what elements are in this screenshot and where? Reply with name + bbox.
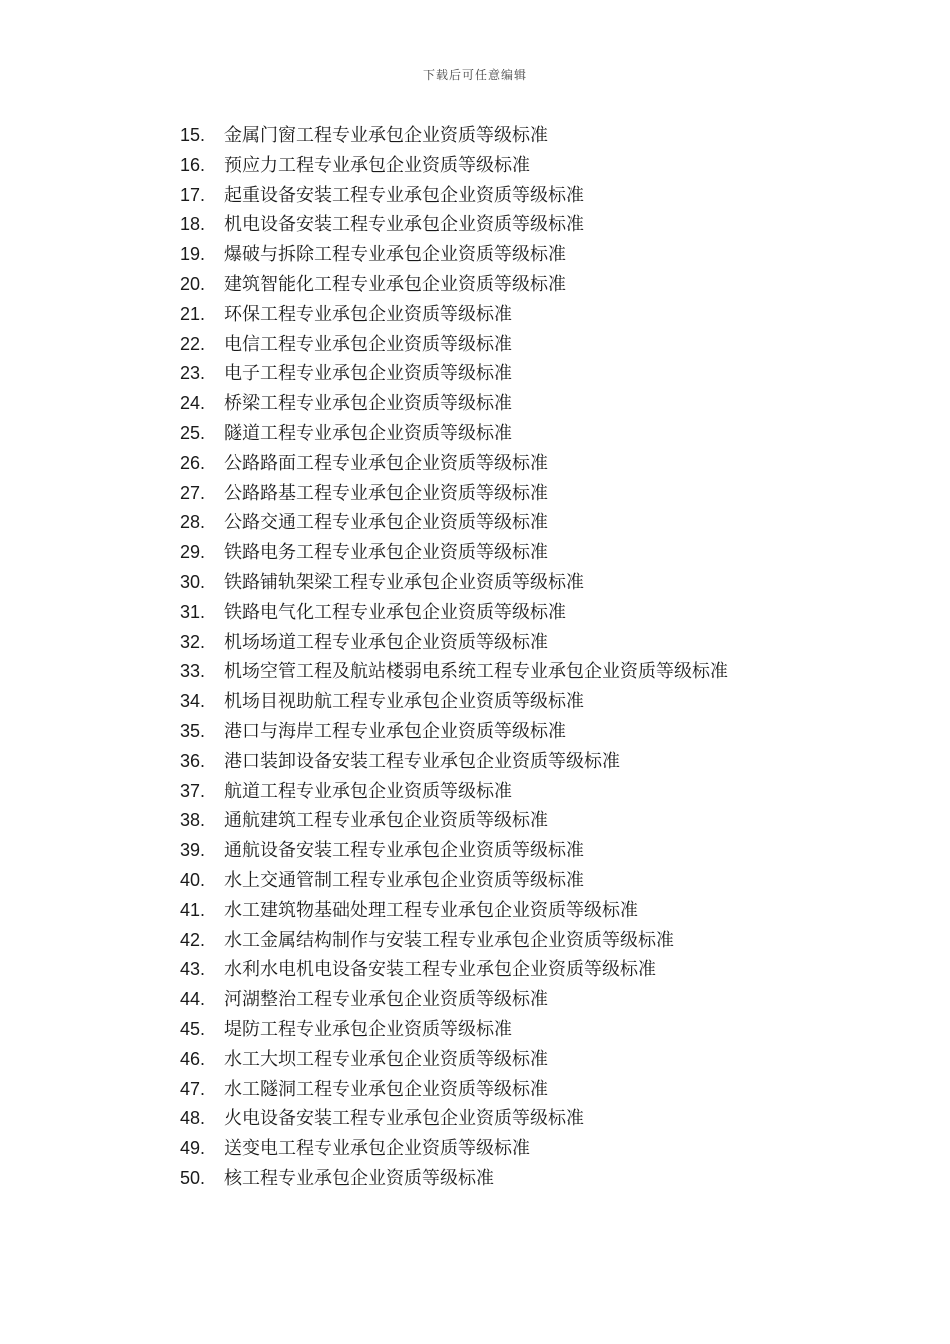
item-number: 25. xyxy=(180,422,206,443)
item-text: 堤防工程专业承包企业资质等级标准 xyxy=(224,1018,512,1040)
item-text: 机电设备安装工程专业承包企业资质等级标准 xyxy=(224,214,584,236)
item-text: 水上交通管制工程专业承包企业资质等级标准 xyxy=(224,869,584,891)
item-number: 37. xyxy=(180,780,206,801)
item-text: 港口装卸设备安装工程专业承包企业资质等级标准 xyxy=(224,750,620,772)
list-item xyxy=(180,479,728,509)
list-item xyxy=(180,300,728,330)
item-number: 41. xyxy=(180,899,206,920)
item-text: 港口与海岸工程专业承包企业资质等级标准 xyxy=(224,720,566,742)
item-number: 33. xyxy=(180,661,206,682)
item-text: 公路路基工程专业承包企业资质等级标准 xyxy=(224,482,548,504)
list-item xyxy=(180,419,728,449)
item-number: 42. xyxy=(180,929,206,950)
standards-list xyxy=(180,121,728,1194)
item-text: 环保工程专业承包企业资质等级标准 xyxy=(224,303,512,325)
item-text: 金属门窗工程专业承包企业资质等级标准 xyxy=(224,125,548,146)
list-item xyxy=(180,598,728,628)
item-number: 39. xyxy=(180,840,206,861)
item-text: 河湖整治工程专业承包企业资质等级标准 xyxy=(224,989,548,1011)
item-text: 通航建筑工程专业承包企业资质等级标准 xyxy=(224,810,548,832)
item-number: 24. xyxy=(180,393,206,414)
item-text: 隧道工程专业承包企业资质等级标准 xyxy=(224,422,512,444)
item-number: 46. xyxy=(180,1048,206,1069)
item-number: 45. xyxy=(180,1018,206,1039)
item-text: 火电设备安装工程专业承包企业资质等级标准 xyxy=(224,1108,584,1130)
item-text: 水工隧洞工程专业承包企业资质等级标准 xyxy=(224,1078,548,1100)
item-number: 32. xyxy=(180,631,206,652)
list-item xyxy=(180,896,728,926)
list-item xyxy=(180,717,728,747)
list-item xyxy=(180,836,728,866)
item-number: 17. xyxy=(180,184,206,205)
item-text: 送变电工程专业承包企业资质等级标准 xyxy=(224,1138,530,1160)
list-item xyxy=(180,1134,728,1164)
item-text: 铁路铺轨架梁工程专业承包企业资质等级标准 xyxy=(224,571,584,593)
item-text: 建筑智能化工程专业承包企业资质等级标准 xyxy=(224,273,566,295)
item-number: 18. xyxy=(180,214,206,235)
item-number: 21. xyxy=(180,303,206,324)
list-item xyxy=(180,747,728,777)
item-number: 36. xyxy=(180,750,206,771)
list-item xyxy=(180,330,728,360)
item-number: 19. xyxy=(180,244,206,265)
list-item xyxy=(180,240,728,270)
item-text: 水工金属结构制作与安装工程专业承包企业资质等级标准 xyxy=(224,929,674,951)
item-text: 水利水电机电设备安装工程专业承包企业资质等级标准 xyxy=(224,959,656,981)
item-number: 35. xyxy=(180,720,206,741)
list-item xyxy=(180,449,728,479)
list-item xyxy=(180,359,728,389)
item-number: 34. xyxy=(180,691,206,712)
item-text: 铁路电气化工程专业承包企业资质等级标准 xyxy=(224,601,566,623)
item-number: 44. xyxy=(180,989,206,1010)
item-number: 26. xyxy=(180,452,206,473)
item-text: 预应力工程专业承包企业资质等级标准 xyxy=(224,154,530,176)
item-text: 电子工程专业承包企业资质等级标准 xyxy=(224,363,512,385)
item-text: 起重设备安装工程专业承包企业资质等级标准 xyxy=(224,184,584,206)
item-text: 水工建筑物基础处理工程专业承包企业资质等级标准 xyxy=(224,899,638,921)
item-number: 27. xyxy=(180,482,206,503)
list-item xyxy=(180,270,728,300)
list-item xyxy=(180,568,728,598)
item-text: 航道工程专业承包企业资质等级标准 xyxy=(224,780,512,802)
item-text: 公路交通工程专业承包企业资质等级标准 xyxy=(224,512,548,534)
item-text: 爆破与拆除工程专业承包企业资质等级标准 xyxy=(224,244,566,266)
list-item xyxy=(180,926,728,956)
list-item xyxy=(180,628,728,658)
item-number: 23. xyxy=(180,363,206,384)
list-item xyxy=(180,1015,728,1045)
item-text: 通航设备安装工程专业承包企业资质等级标准 xyxy=(224,840,584,862)
item-number: 38. xyxy=(180,810,206,831)
item-number: 29. xyxy=(180,542,206,563)
item-number: 30. xyxy=(180,571,206,592)
list-item xyxy=(180,151,728,181)
item-number: 47. xyxy=(180,1078,206,1099)
list-item xyxy=(180,1045,728,1075)
list-item xyxy=(180,1104,728,1134)
list-item xyxy=(180,777,728,807)
list-item xyxy=(180,985,728,1015)
item-text: 机场空管工程及航站楼弱电系统工程专业承包企业资质等级标准 xyxy=(224,661,728,683)
item-number: 20. xyxy=(180,273,206,294)
list-item xyxy=(180,1164,728,1194)
item-text: 核工程专业承包企业资质等级标准 xyxy=(224,1167,494,1189)
page-header: 下载后可任意编辑 xyxy=(422,68,527,82)
item-number: 22. xyxy=(180,333,206,354)
item-text: 水工大坝工程专业承包企业资质等级标准 xyxy=(224,1048,548,1070)
item-number: 31. xyxy=(180,601,206,622)
list-item xyxy=(180,866,728,896)
list-item xyxy=(180,508,728,538)
list-item xyxy=(180,389,728,419)
list-item xyxy=(180,181,728,211)
item-text: 桥梁工程专业承包企业资质等级标准 xyxy=(224,393,512,415)
item-number: 43. xyxy=(180,959,206,980)
list-item xyxy=(180,955,728,985)
item-text: 机场场道工程专业承包企业资质等级标准 xyxy=(224,631,548,653)
item-text: 铁路电务工程专业承包企业资质等级标准 xyxy=(224,542,548,564)
list-item xyxy=(180,1075,728,1105)
item-number: 40. xyxy=(180,869,206,890)
item-text: 机场目视助航工程专业承包企业资质等级标准 xyxy=(224,691,584,713)
list-item xyxy=(180,210,728,240)
item-number: 15. xyxy=(180,125,206,145)
list-item xyxy=(180,806,728,836)
item-text: 公路路面工程专业承包企业资质等级标准 xyxy=(224,452,548,474)
list-item xyxy=(180,121,728,151)
item-number: 49. xyxy=(180,1138,206,1159)
item-number: 48. xyxy=(180,1108,206,1129)
list-item xyxy=(180,687,728,717)
list-item xyxy=(180,657,728,687)
list-item xyxy=(180,538,728,568)
item-number: 28. xyxy=(180,512,206,533)
item-text: 电信工程专业承包企业资质等级标准 xyxy=(224,333,512,355)
item-number: 16. xyxy=(180,154,206,175)
item-number: 50. xyxy=(180,1167,206,1188)
